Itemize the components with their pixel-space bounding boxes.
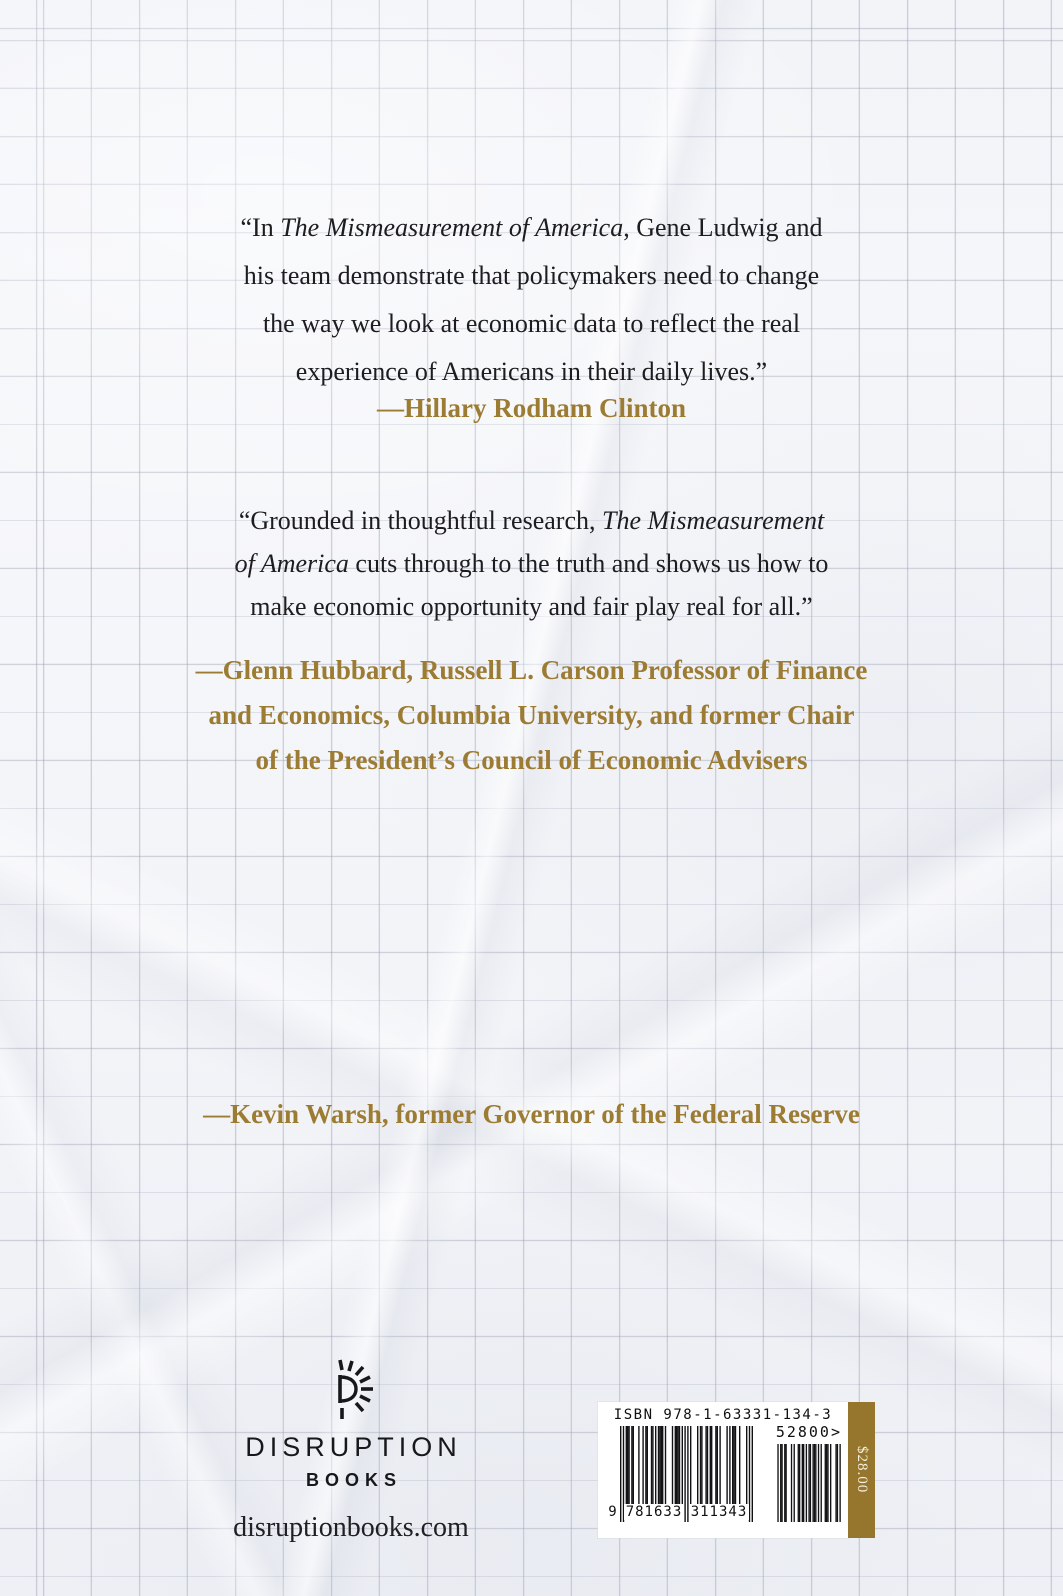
- price-strip: [848, 1402, 875, 1538]
- supplement-number: 52800>: [775, 1423, 842, 1441]
- quote-hillary-clinton: “In The Mismeasurement of America, Gene Ludwig and his team demonstrate that policymakers need to change the way we look at economic data to reflect the real experience of Americans in their daily lives.”: [240, 213, 823, 386]
- barcode-block: [598, 1402, 875, 1538]
- price-label: $28.00: [854, 1446, 870, 1494]
- ean13-barcode: 9 781633 311343: [620, 1426, 753, 1534]
- supplement-barcode: [775, 1423, 842, 1522]
- barcode-panel: [598, 1402, 848, 1538]
- quote-glenn-hubbard: “Grounded in thoughtful research, The Mismeasurement of America cuts through to the truth and shows us how to make economic opportunity and fair play real for all.”: [234, 506, 829, 621]
- sunburst-d-icon: [329, 1358, 373, 1420]
- attribution-glenn-hubbard: —Glenn Hubbard, Russell L. Carson Professor of Finance and Economics, Columbia University, and former Chair of the President’s Council of Economic Advisers: [195, 655, 868, 775]
- isbn-label: ISBN 978-1-63331-134-3: [613, 1407, 833, 1423]
- attribution-kevin-warsh: —Kevin Warsh, former Governor of the Federal Reserve: [203, 1099, 860, 1129]
- publisher-logo: [206, 1358, 496, 1491]
- attribution-hillary-clinton: —Hillary Rodham Clinton: [376, 393, 687, 423]
- publisher-imprint: BOOKS: [305, 1470, 402, 1490]
- publisher-name: DISRUPTION: [245, 1432, 462, 1462]
- publisher-website: disruptionbooks.com: [233, 1512, 469, 1543]
